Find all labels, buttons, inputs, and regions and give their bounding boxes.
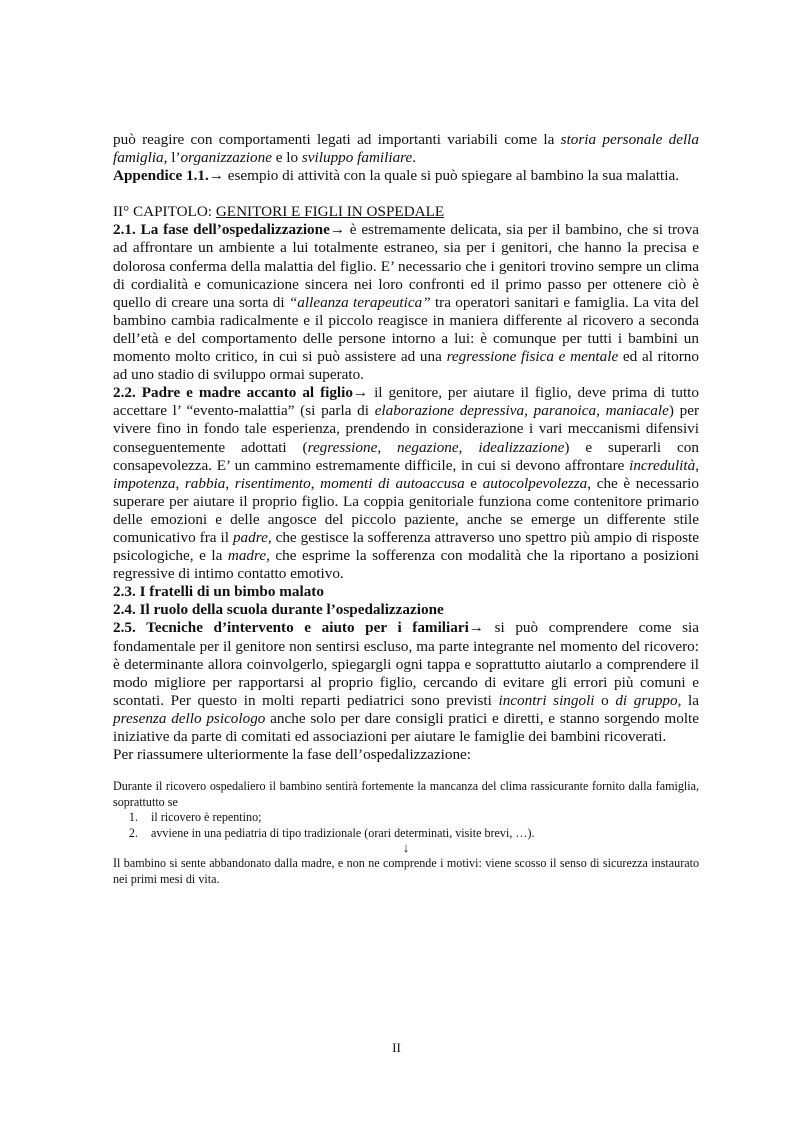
- intro-paragraph: può reagire con comportamenti legati ad importanti variabili come la storia personale della famiglia, l’organizzazione e lo sviluppo familiare.: [113, 131, 699, 167]
- section-2-5: 2.5. Tecniche d’intervento e aiuto per i familiari→ si può comprendere come sia fondamentale per il genitore non sentirsi escluso, ma parte integrante nel momento del ricovero: è determinante allora coinvolgerlo, spiegargli ogni tappa e soprattutto aiutarlo a comprendere il modo migliore per rapportarsi al proprio figlio, cercando di evitare gli errori più comuni e scontati. Per questo in molti reparti pediatrici sono previsti incontri singoli o di gruppo, la presenza dello psicologo anche solo per dare consigli pratici e diretti, e stanno sorgendo molte iniziative da parte di comitati ed associazioni per aiutare le famiglie dei bambini ricoverati.: [113, 619, 700, 745]
- chapter-heading: II° CAPITOLO: GENITORI E FIGLI IN OSPEDALE: [113, 203, 445, 221]
- list-item: 1. il ricovero è repentino;: [141, 810, 699, 825]
- summary-box-intro: Durante il ricovero ospedaliero il bambino sentirà fortemente la mancanza del clima rassicurante fornito dalla famiglia, soprattutto se: [113, 779, 699, 810]
- section-2-1: 2.1. La fase dell’ospedalizzazione→ è estremamente delicata, sia per il bambino, che si trova ad affrontare un ambiente a lui totalmente estraneo, sia per i genitori, che hanno la precisa e dolorosa conferma della malattia del figlio. E’ necessario che i genitori trovino sempre un clima di cordialità e comunicazione sincera nei loro confronti ed il primo passo per ottenere ciò è quello di creare una sorta di “alleanza terapeutica” tra operatori sanitari e famiglia. La vita del bambino cambia radicalmente e il piccolo reagisce in maniera differente al ricovero a seconda dell’età e del comportamento delle persone intorno a lui: è comunque per tutti i bambini un momento molto critico, in cui si può assistere ad una regressione fisica e mentale ed al ritorno ad uno stadio di sviluppo ormai superato.: [113, 221, 699, 384]
- down-arrow-icon: ↓: [402, 840, 410, 855]
- section-2-2: 2.2. Padre e madre accanto al figlio→ il genitore, per aiutare il figlio, deve prima di tutto accettare l’ “evento-malattia” (si parla di elaborazione depressiva, paranoica, maniacale) per vivere fino in fondo tale esperienza, prendendo in considerazione i vari meccanismi difensivi conseguentemente adottati (regressione, negazione, idealizzazione) e superarli con consapevolezza. E’ un cammino estremamente difficile, in cui si devono affrontare incredulità, impotenza, rabbia, risentimento, momenti di autoaccusa e autocolpevolezza, che è necessario superare per aiutare il proprio figlio. La coppia genitoriale funziona come contenitore primario delle emozioni e delle angosce del piccolo paziente, anche se emerge un differente stile comunicativo fra il padre, che gestisce la sofferenza attraverso uno spettro più ampio di risposte psicologiche, e la madre, che esprime la sofferenza con modalità che la riportano a posizioni regressive di intimo contatto emotivo.: [113, 384, 700, 583]
- document-page: [113, 131, 699, 887]
- list-item: 2. avviene in una pediatria di tipo tradizionale (orari determinati, visite brevi, …).: [141, 826, 699, 841]
- summary-conclusion: Il bambino si sente abbandonato dalla madre, e non ne comprende i motivi: viene scosso il senso di sicurezza instaurato nei primi mesi di vita.: [113, 856, 699, 886]
- section-2-3-heading: 2.3. I fratelli di un bimbo malato: [113, 583, 324, 601]
- chapter-title: GENITORI E FIGLI IN OSPEDALE: [215, 203, 445, 221]
- summary-intro: Per riassumere ulteriormente la fase dell’ospedalizzazione:: [113, 746, 472, 764]
- appendix-paragraph: Appendice 1.1.→ esempio di attività con la quale si può spiegare al bambino la sua malattia.: [113, 167, 680, 185]
- section-2-4-heading: 2.4. Il ruolo della scuola durante l’ospedalizzazione: [113, 601, 444, 619]
- page-number: II: [392, 1040, 401, 1055]
- summary-list: [113, 810, 699, 841]
